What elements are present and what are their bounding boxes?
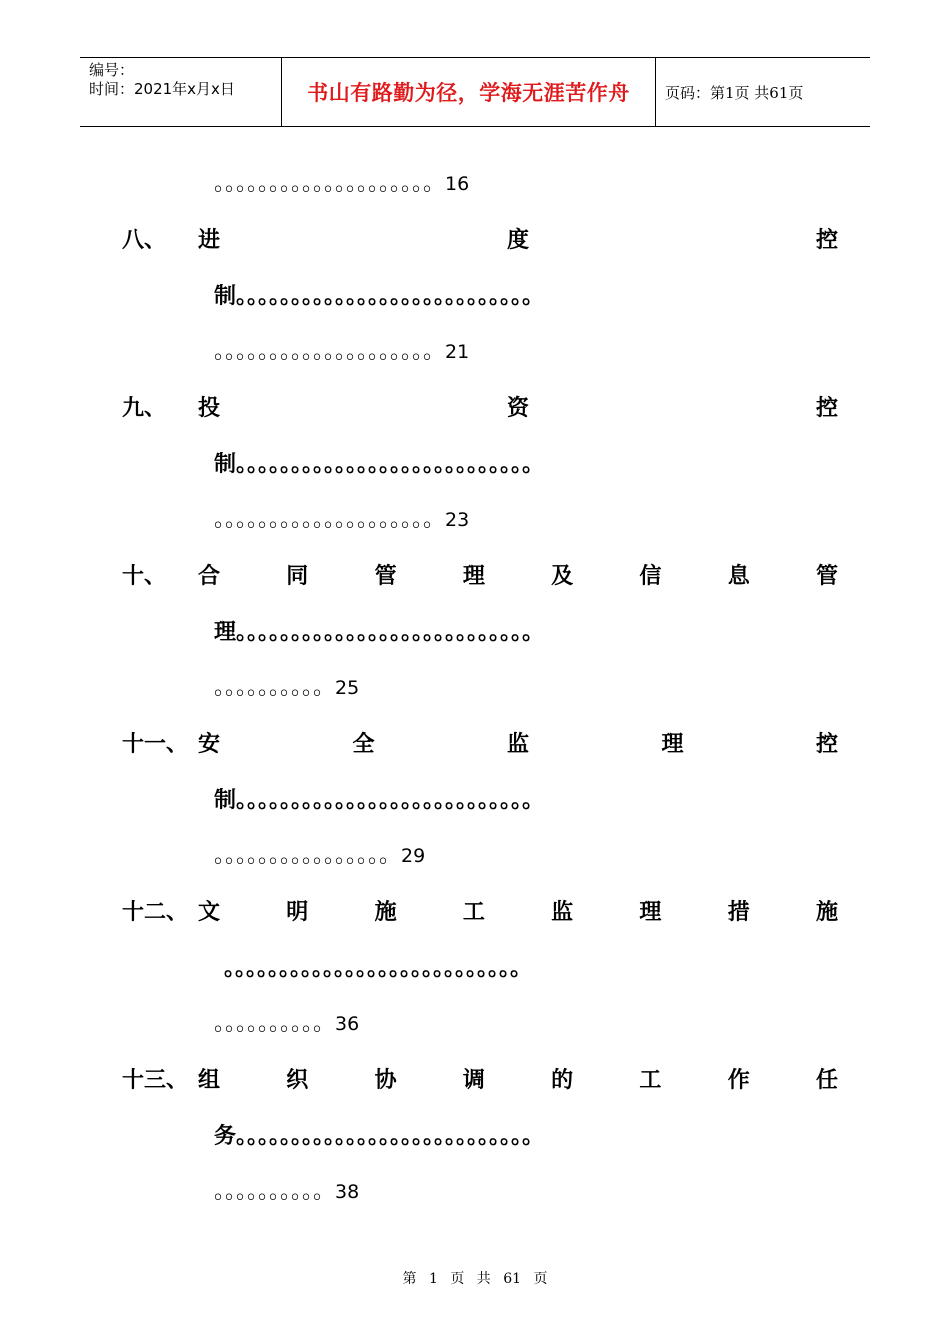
toc-heading [122,898,838,926]
toc-heading-number: 八、 [122,227,167,253]
toc-heading-char: 控 [815,395,838,421]
toc-page-number: 16 [445,173,470,195]
toc-heading-title [198,730,838,758]
toc-page-leader: 。。。。。。。。。。38 [214,1179,360,1204]
toc-heading-char: 进 [198,227,221,253]
toc-continuation: 制。。。。。。。。。。。。。。。。。。。。。。。。。。。 [214,451,545,477]
toc-page-leader: 。。。。。。。。。。。。。。。。。。。。23 [214,507,470,532]
toc-heading-char: 施 [815,899,838,925]
toc-continuation: 制。。。。。。。。。。。。。。。。。。。。。。。。。。。 [214,283,545,309]
toc-heading-char: 理 [462,563,485,589]
footer-part: 共 [476,1271,491,1287]
footer-part: 页 [533,1271,548,1287]
toc-heading-number: 十二、 [122,899,189,925]
toc-heading-char: 文 [198,899,221,925]
toc-heading-char: 管 [815,563,838,589]
footer-part: 61 [503,1271,522,1287]
toc-heading [122,394,838,422]
toc-page-number: 21 [445,341,470,363]
toc-heading-char: 的 [551,1067,574,1093]
toc-heading-title [198,394,838,422]
toc-heading-char: 织 [286,1067,309,1093]
header-page-cell [656,58,870,126]
toc-page-number: 25 [335,677,360,699]
toc-heading-title [198,1066,838,1094]
toc-page-number: 38 [335,1181,360,1203]
toc-heading-char: 监 [506,731,529,757]
header-meta-cell [80,58,281,126]
toc-heading-char: 明 [286,899,309,925]
toc-heading-title [198,898,838,926]
toc-page-number: 23 [445,509,470,531]
toc-heading-char: 工 [462,899,485,925]
toc-heading-char: 理 [661,731,684,757]
toc-heading [122,562,838,590]
toc-heading-char: 理 [639,899,662,925]
toc-heading-char: 同 [286,563,309,589]
toc-heading-char: 组 [198,1067,221,1093]
toc-heading-char: 度 [506,227,529,253]
toc-heading-title [198,562,838,590]
toc-heading-char: 控 [815,227,838,253]
toc-page-leader: 。。。。。。。。。。。。。。。。29 [214,843,426,868]
toc-heading-char: 调 [462,1067,485,1093]
toc-heading-number: 十、 [122,563,167,589]
toc-heading-char: 作 [727,1067,750,1093]
toc-continuation: 制。。。。。。。。。。。。。。。。。。。。。。。。。。。 [214,787,545,813]
toc-page-leader: 。。。。。。。。。。。。。。。。。。。。21 [214,339,470,364]
footer-part: 第 [402,1271,417,1287]
toc-heading-char: 施 [374,899,397,925]
toc-continuation: 务。。。。。。。。。。。。。。。。。。。。。。。。。。。 [214,1123,545,1149]
page-footer [0,1268,950,1288]
toc-heading-char: 工 [639,1067,662,1093]
toc-heading [122,226,838,254]
document-header [80,57,870,127]
toc-heading [122,1066,838,1094]
toc-heading-char: 安 [198,731,221,757]
toc-heading-number: 十三、 [122,1067,189,1093]
header-page-info: 页码：第1页 共61页 [665,83,804,102]
toc-heading [122,730,838,758]
toc-heading-char: 监 [551,899,574,925]
toc-page-leader: 。。。。。。。。。。25 [214,675,360,700]
toc-heading-char: 信 [639,563,662,589]
toc-page-number: 29 [401,845,426,867]
header-motto-cell [281,58,656,126]
toc-heading-number: 十一、 [122,731,189,757]
motto-text: 书山有路勤为径，学海无涯苦作舟 [307,80,630,105]
toc-heading-char: 管 [374,563,397,589]
toc-leader-text: 。。。。。。。。。。。。。。。。。。。。16 [214,171,470,196]
toc-heading-char: 措 [727,899,750,925]
number-label: 编号： [89,61,135,79]
toc-leader-line [214,170,469,198]
toc-heading-number: 九、 [122,395,167,421]
toc-heading-char: 控 [815,731,838,757]
toc-heading-title [198,226,838,254]
toc-heading-char: 投 [198,395,221,421]
toc-page-leader: 。。。。。。。。。。36 [214,1011,360,1036]
toc-heading-char: 全 [352,731,375,757]
toc-heading-char: 资 [506,395,529,421]
toc-heading-char: 协 [374,1067,397,1093]
toc-heading-char: 及 [551,563,574,589]
toc-continuation: 。。。。。。。。。。。。。。。。。。。。。。。。。。。 [224,955,533,981]
toc-heading-char: 任 [815,1067,838,1093]
toc-heading-char: 合 [198,563,221,589]
footer-part: 页 [450,1271,465,1287]
toc-page-number: 36 [335,1013,360,1035]
toc-heading-char: 息 [727,563,750,589]
time-label: 时间：2021年x月x日 [89,80,235,98]
toc-continuation: 理。。。。。。。。。。。。。。。。。。。。。。。。。。。 [214,619,545,645]
footer-part: 1 [428,1271,438,1287]
